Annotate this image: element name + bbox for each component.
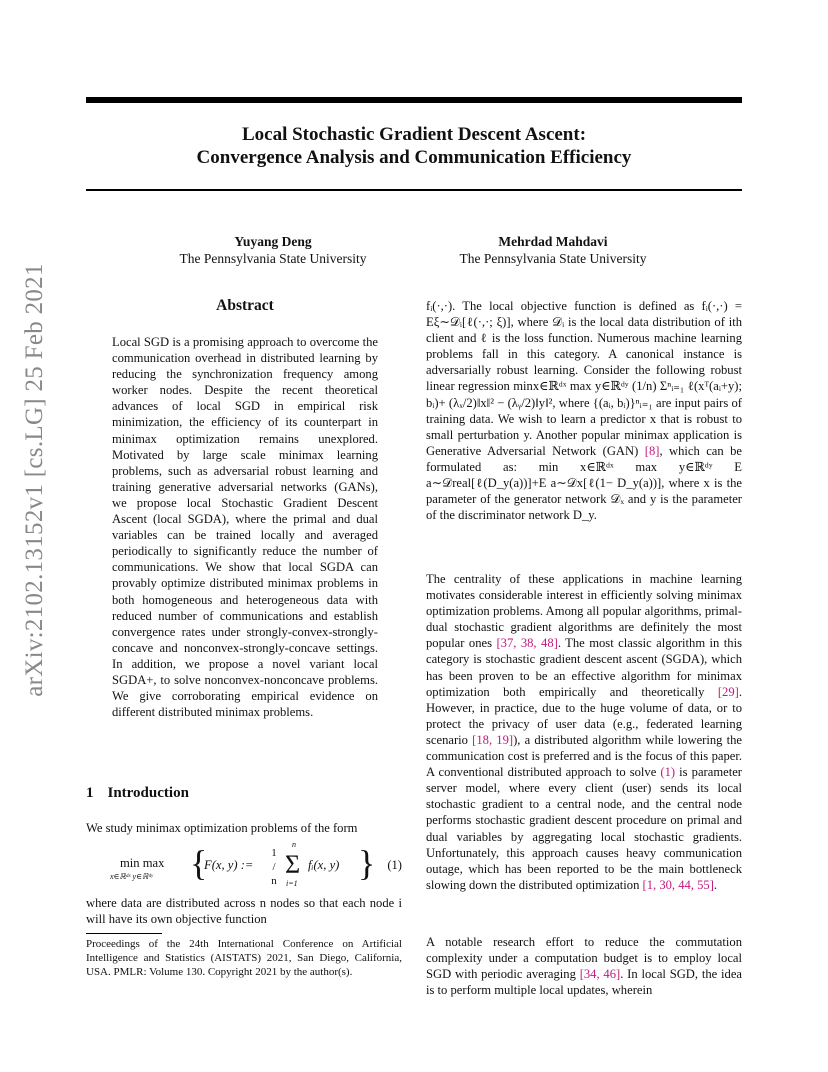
text-span: is parameter server model, where every client (user) sends its local stochastic gradient to a central node, and the central node performs stochastic gradient descent procedure on primal and dual variables by aggregating local stochastic gradients. Unfortunately, this approach causes heavy communication outage, which has been reported to be the main bottleneck slowing down the distributed optimization xyxy=(426,765,742,892)
equation-term: fᵢ(x, y) xyxy=(308,858,340,872)
citation-link[interactable]: [1, 30, 44, 55] xyxy=(642,877,714,892)
abstract-heading: Abstract xyxy=(216,297,274,314)
equation-reference-link[interactable]: (1) xyxy=(660,765,676,780)
text-span: , which can be formulated as: min x∈ℝᵈˣ max y∈ℝᵈʸ E a∼𝒟real[ℓ(D_y(a))]+E a∼𝒟x[ℓ(1− D_y(a))], where x is the parameter of the generator network 𝒟ₓ and y is the parameter of the discriminator network D_y. xyxy=(426,443,743,523)
author-affiliation: The Pennsylvania State University xyxy=(179,251,367,266)
text-span: A notable research effort to reduce the commutation complexity under a computation budget is to employ local SGD with periodic averaging xyxy=(426,935,742,982)
text-span: ξ∼𝒟ᵢ[ℓ(·,·; ξ)], where 𝒟ᵢ is the local data distribution of ith client and ℓ is the loss function. Numerous machine learning problems fall in this category. A canonical instance is adversarially robust learning. Consider the following robust linear regression min xyxy=(426,315,742,394)
text-span: fᵢ(·,·). The local objective function is defined as fᵢ(·,·) = E xyxy=(426,299,742,330)
author-block xyxy=(143,233,403,267)
equation-subscripts: x∈ℝᵈˣ y∈ℝᵈʸ xyxy=(110,872,153,881)
equation-fraction: 1 / n xyxy=(271,847,277,887)
sum-symbol: Σ xyxy=(285,850,301,879)
text-span: x∈ℝᵈˣ max y∈ℝᵈʸ (1/n) Σⁿᵢ₌₁ ℓ(xᵀ(aᵢ+y); bᵢ)+ (λₓ/2)‖x‖² − (λᵧ/2)‖y‖², where {(aᵢ, bᵢ)}ⁿᵢ₌₁ are input pairs of training data. We wish to learn a predictor x that is robust to small perturbation y. Another popular minimax application is Generative Adversarial Network (GAN) xyxy=(426,379,742,458)
equation-minmax: min max xyxy=(120,856,165,870)
author-block xyxy=(423,233,683,267)
intro-paragraph: We study minimax optimization problems of the form xyxy=(86,821,358,835)
section-heading xyxy=(86,785,189,802)
abstract-text: Local SGD is a promising approach to overcome the communication overhead in distributed learning by reducing the synchronization frequency among worker nodes. Despite the recent theoretical advances of local SGD in empirical risk minimization, the efficiency of its counterpart in minimax optimization remains unexplored. Motivated by large scale minimax learning problems, such as adversarial robust learning and training generative adversarial networks (GANs), we propose local Stochastic Gradient Descent Ascent (local SGDA), where the primal and dual variables can be trained locally and averaged periodically to significantly reduce the number of communications. We show that local SGDA can provably optimize distributed minimax problems in both homogeneous and heterogeneous data with reduced number of communications and establish convergence rates under strongly-convex-strongly-concave and nonconvex-strongly-concave settings. In addition, we propose a novel variant local SGDA+, to solve nonconvex-nonconcave problems. We give corroborating empirical evidence on different distributed minimax problems. xyxy=(112,335,378,720)
equation-number: (1) xyxy=(387,858,402,872)
right-paragraph xyxy=(426,571,742,893)
citation-link[interactable]: [37, 38, 48] xyxy=(496,636,558,651)
equation-1 xyxy=(86,840,402,890)
title-line-2: Convergence Analysis and Communication Efficiency xyxy=(196,147,632,168)
right-brace: } xyxy=(358,843,376,883)
arxiv-stamp: arXiv:2102.13152v1 [cs.LG] 25 Feb 2021 xyxy=(21,263,48,697)
text-span: The centrality of these applications in machine learning motivates considerable interest in efficiently solving minimax optimization problems. Among all popular algorithms, primal-dual stochastic gradient algorithms are definitely the most popular ones xyxy=(426,572,742,651)
title-rule xyxy=(86,189,742,191)
text-span: ), a distributed algorithm while lowering the communication cost is preferred and is the focus of this paper. A conventional distributed approach to solve xyxy=(426,732,743,780)
citation-link[interactable]: [34, 46] xyxy=(579,967,621,982)
author-name: Mehrdad Mahdavi xyxy=(498,234,608,249)
right-paragraph xyxy=(426,298,742,523)
sum-upper: n xyxy=(292,840,296,849)
citation-link[interactable]: [8] xyxy=(644,443,660,458)
citation-link[interactable]: [18, 19] xyxy=(472,732,514,747)
section-title: Introduction xyxy=(107,785,189,801)
sum-lower: i=1 xyxy=(286,879,298,888)
author-affiliation: The Pennsylvania State University xyxy=(459,251,647,266)
text-span: . However, in practice, due to the huge volume of data, or to protect the privacy of user data (e.g., federated learning scenario xyxy=(426,684,742,747)
top-rule xyxy=(86,97,742,103)
title-line-1: Local Stochastic Gradient Descent Ascent: xyxy=(241,124,587,145)
text-span: . In local SGD, the idea is to perform multiple local updates, wherein xyxy=(426,967,743,998)
paper-title xyxy=(86,123,742,169)
footnote-rule xyxy=(86,933,162,934)
citation-link[interactable]: [29] xyxy=(717,684,739,699)
text-span: . xyxy=(713,877,718,892)
left-brace: { xyxy=(190,843,208,883)
author-name: Yuyang Deng xyxy=(234,234,312,249)
text-span: . The most classic algorithm in this category is stochastic gradient descent ascent (SGDA), which has been proven to be an effective algorithm for minimax optimization both empirically and theoretically xyxy=(426,636,742,699)
intro-paragraph: where data are distributed across n nodes so that each node i will have its own objective function xyxy=(86,896,402,927)
section-number: 1 xyxy=(86,785,94,801)
right-paragraph xyxy=(426,934,742,998)
equation-lhs: F(x, y) := xyxy=(204,858,254,872)
footnote: Proceedings of the 24th International Conference on Artificial Intelligence and Statistics (AISTATS) 2021, San Diego, California, USA. PMLR: Volume 130. Copyright 2021 by the author(s). xyxy=(86,938,402,979)
